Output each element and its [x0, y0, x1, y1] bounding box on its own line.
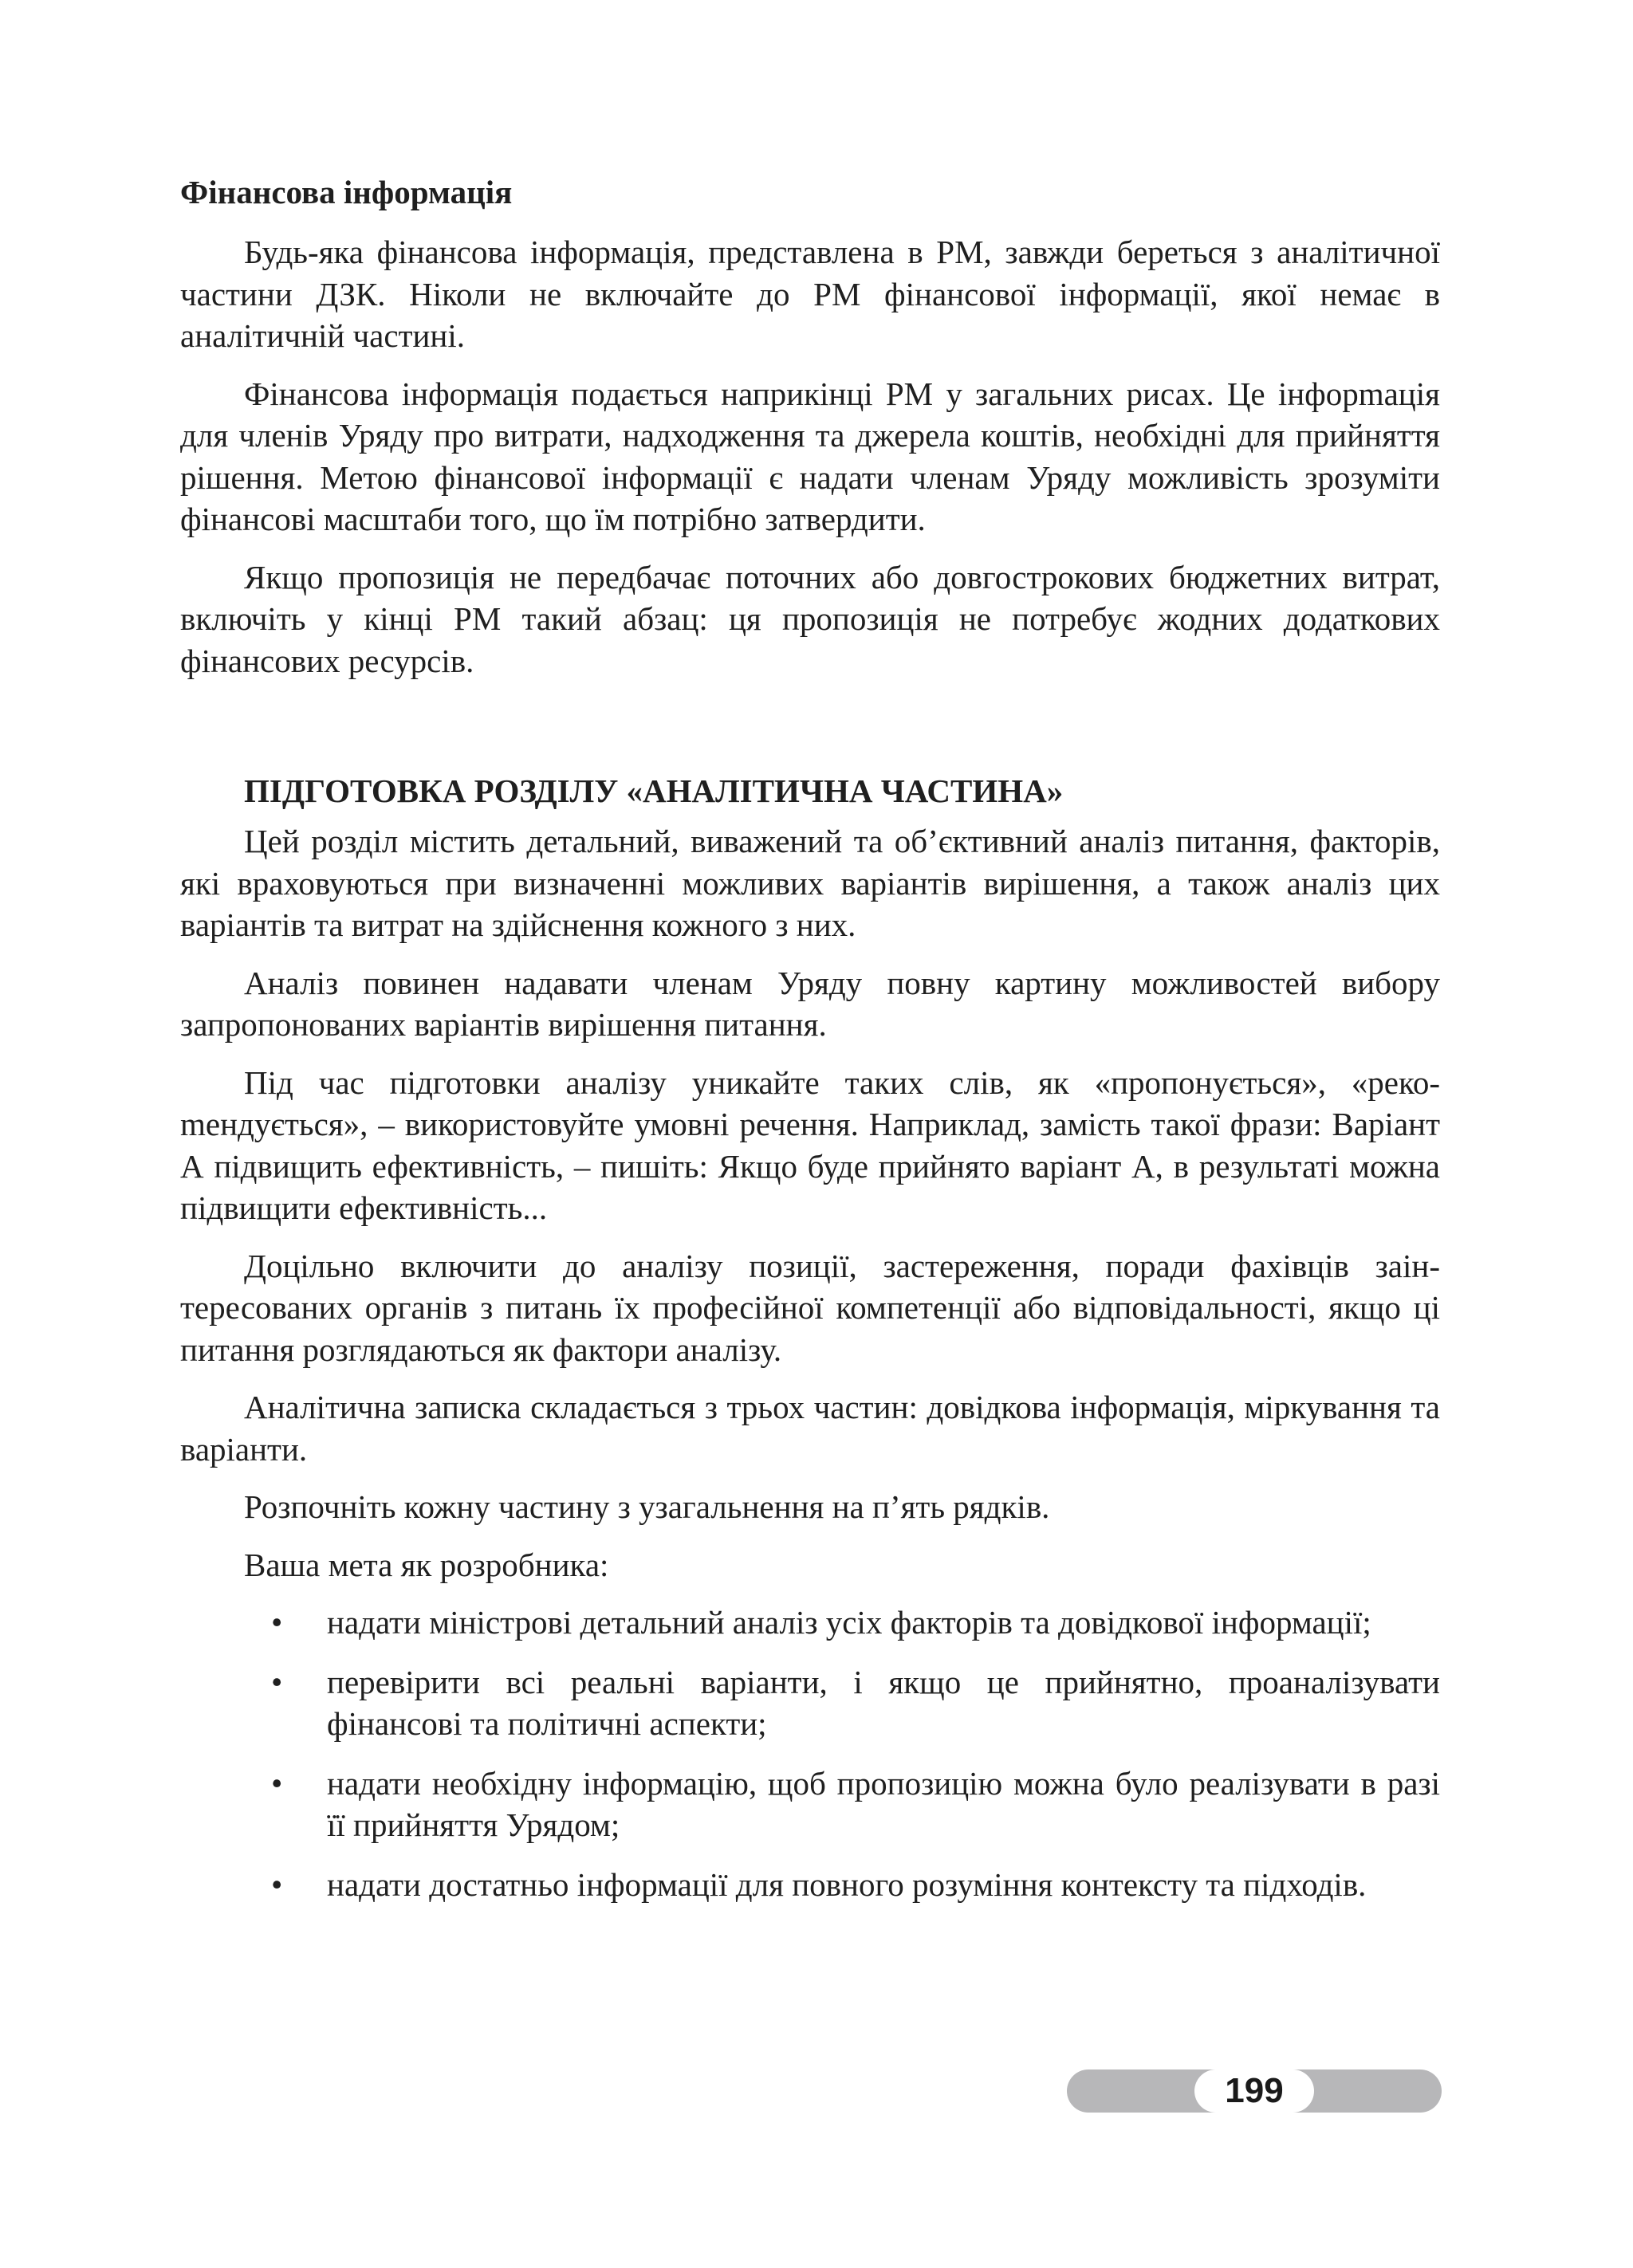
bullet-icon: • [271, 1604, 283, 1641]
list-item [180, 1661, 1440, 1745]
list-item [180, 1763, 1440, 1846]
list-item-text: перевірити всі реальні варіанти, і якщо це прийнятно, проаналізувати фінансові та політичні аспекти; [327, 1663, 1440, 1742]
analytic-paragraph-2: Аналіз повинен надавати членам Уряду повну картину можливостей вибору запропонованих варіантів вирішення питання. [180, 964, 1440, 1043]
bullet-icon: • [271, 1764, 283, 1802]
financial-paragraph-2: Фінансова інформація подається наприкінці РМ у загальних рисах. Це інфорmація для членів Уряду про витрати, надходження та джерела коштів, необхідні для прийняття рішення. Метою фінансової інформації є надати членам Уряду можливість зрозуміти фінансові масштаби того, що їм потрібно затвердити. [180, 375, 1440, 537]
list-item [180, 1602, 1440, 1644]
list-item-text: надати достатньо інформації для повного розуміння контексту та підходів. [327, 1865, 1367, 1903]
bullet-icon: • [271, 1663, 283, 1700]
analytic-paragraph-3: Під час підготовки аналізу уникайте таких слів, як «пропонується», «рекоmендується», – використовуйте умовні речення. Наприклад, замість такої фрази: Варіант А підвищить ефективність, – пишіть: Якщо буде прийнято варіант А, в результаті можна підвищити ефективність... [180, 1063, 1440, 1226]
financial-paragraph-3: Якщо пропозиція не передбачає поточних або довгострокових бюджетних витрат, включіть у кінці РМ такий абзац: ця пропозиція не потребує жодних додаткових фінансових ресурсів. [180, 558, 1440, 679]
analytic-paragraph-5: Аналітична записка складається з трьох частин: довідкова інформація, міркування та варіанти. [180, 1389, 1440, 1468]
list-item [180, 1864, 1440, 1906]
summary-instruction: Розпочніть кожну частину з узагальнення на п’ять рядків. [244, 1488, 1050, 1525]
goal-intro: Ваша мета як розробника: [244, 1546, 609, 1583]
analytic-section-heading: ПІДГОТОВКА РОЗДІЛУ «АНАЛІТИЧНА ЧАСТИНА» [244, 772, 1064, 809]
list-item-text: надати необхідну інформацію, щоб пропозицію можна було реалізувати в разі її прийняття Урядом; [327, 1764, 1440, 1843]
analytic-paragraph-4: Доцільно включити до аналізу позиції, застереження, поради фахівців заінтересованих органів з питань їх професійної компетенції або відповідальності, якщо ці питання розглядаються як фактори аналізу. [180, 1247, 1440, 1368]
financial-paragraph-1: Будь-яка фінансова інформація, представлена в РМ, завжди береться з аналітичної частини ДЗК. Ніколи не включайте до РМ фінансової інформації, якої немає в аналітичній частині. [180, 234, 1440, 354]
bullet-icon: • [271, 1865, 283, 1903]
page-number: 199 [1194, 2070, 1314, 2113]
page-footer [1067, 2070, 1442, 2113]
financial-info-heading: Фінансова інформація [180, 174, 513, 210]
page-content [180, 172, 1440, 1923]
analytic-paragraph-1: Цей розділ містить детальний, виважений та об’єктивний аналіз питання, факторів, які враховуються при визначенні можливих варіантів вирішення, а також аналіз цих варіантів та витрат на здійснення кожного з них. [180, 823, 1440, 943]
list-item-text: надати міністрові детальний аналіз усіх факторів та довідкової інформації; [327, 1604, 1371, 1641]
goal-list [180, 1602, 1440, 1905]
